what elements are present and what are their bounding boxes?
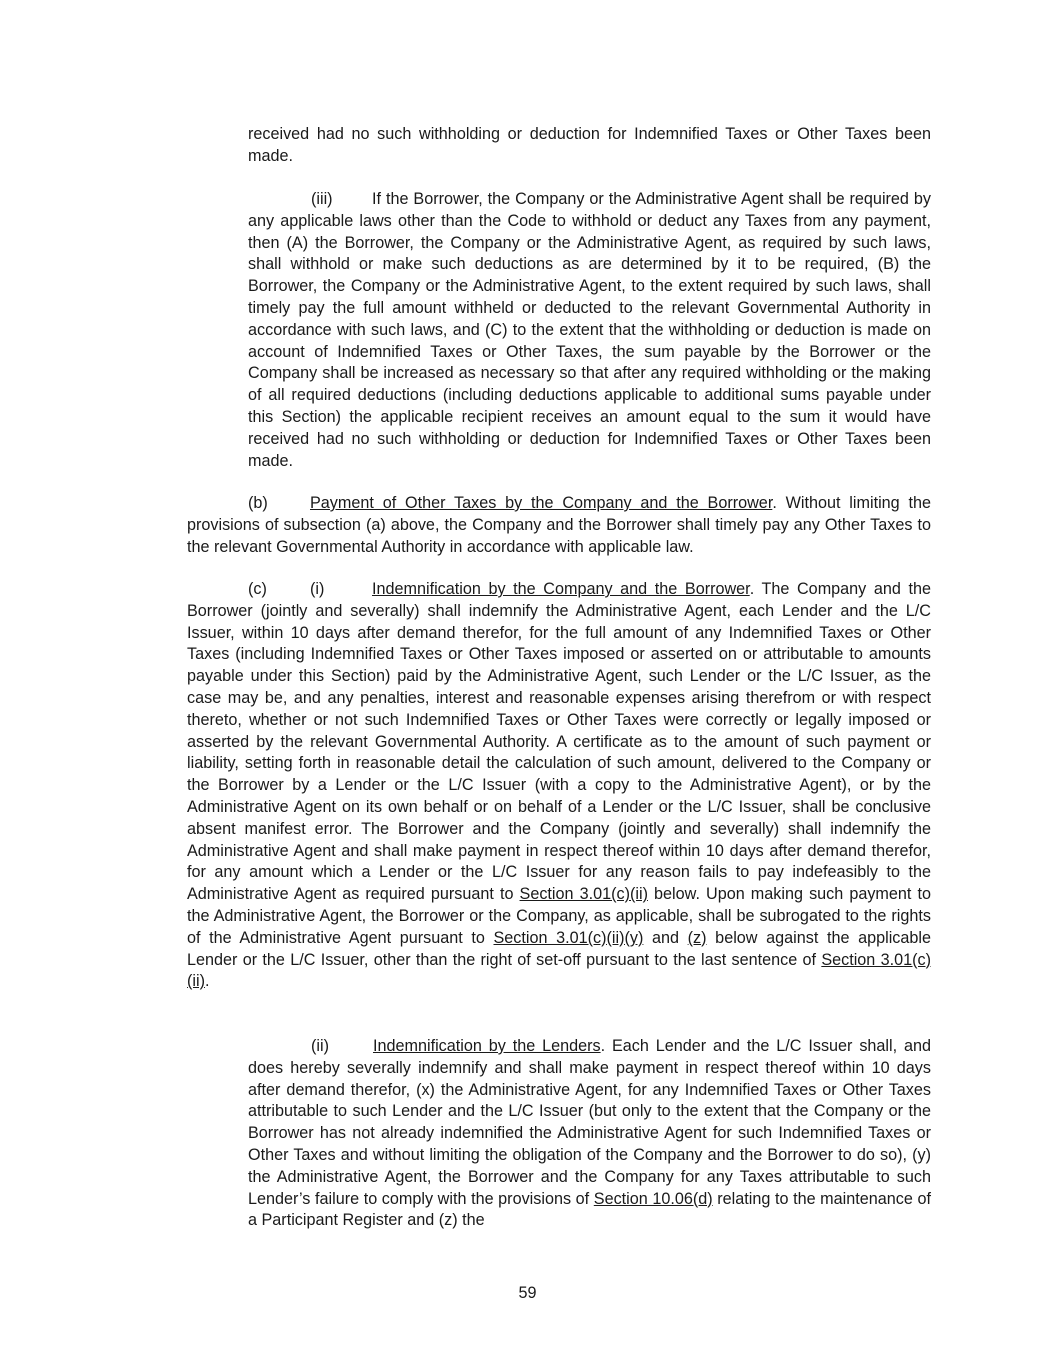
clause-label-c-i: (i) <box>310 580 325 598</box>
clause-label-c: (c) <box>248 580 267 598</box>
clause-label-c-ii: (ii) <box>311 1037 329 1055</box>
clause-c-i-text-2: below. Upon making such payment to the Administrative Agent, the Borrower or the Company, as applicable, shall be subrogated to the rights of the Administrative Agent pursuant to <box>187 885 932 947</box>
paragraph-a-iii <box>248 189 931 472</box>
clause-label-b: (b) <box>248 494 268 512</box>
clause-b-heading: Payment of Other Taxes by the Company and the Borrower <box>310 494 773 512</box>
clause-c-ii-heading: Indemnification by the Lenders <box>373 1037 601 1055</box>
clause-c-i-text-4: below against the applicable Lender or the L/C Issuer, other than the right of set-off pursuant to the last sentence of <box>187 928 931 969</box>
clause-iii-text: If the Borrower, the Company or the Administrative Agent shall be required by any applicable laws other than the Code to withhold or deduct any Taxes from any payment, then (A) the Borrower, the Company or the Administrative Agent, as required by such laws, shall withhold or make such deductions as are determined by it to be required, (B) the Borrower, the Company or the Administrative Agent, to the extent required by such laws, shall timely pay the full amount withheld or deducted to the relevant Governmental Authority in accordance with such laws, and (C) to the extent that the withholding or deduction is made on account of Indemnified Taxes or Other Taxes, the sum payable by the Borrower or the Company shall be increased as necessary so that after any required withholding or the making of all required deductions (including deductions applicable to additional sums payable under this Section) the applicable recipient receives an amount equal to the sum it would have received had no such withholding or deduction for Indemnified Taxes or Other Taxes been made. <box>248 190 931 470</box>
clause-c-ii-text-1: . Each Lender and the L/C Issuer shall, and does hereby severally indemnify and shall make payment in respect thereof within 10 days after demand therefor, (x) the Administrative Agent, for any Indemnified Taxes or Other Taxes attributable to such Lender and the L/C Issuer (but only to the extent that the Company or the Borrower has not already indemnified the Administrative Agent for such Indemnified Taxes or Other Taxes and without limiting the obligation of the Company and the Borrower to do so), (y) the Administrative Agent, the Borrower and the Company for any Taxes attributable to such Lender’s failure to comply with the provisions of <box>248 1037 931 1208</box>
paragraph-c-ii <box>248 1036 931 1232</box>
clause-c-i-text-1: . The Company and the Borrower (jointly and severally) shall indemnify the Administrative Agent, each Lender and the L/C Issuer, within 10 days after demand therefor, for the full amount of any Indemnified Taxes or Other Taxes (including Indemnified Taxes or Other Taxes imposed or asserted on or attributable to amounts payable under this Section) paid by the Administrative Agent, such Lender or the L/C Issuer, as the case may be, and any penalties, interest and reasonable expenses arising therefrom or with respect thereto, whether or not such Indemnified Taxes or Other Taxes were correctly or legally imposed or asserted by the relevant Governmental Authority. A certificate as to the amount of such payment or liability, setting forth in reasonable detail the calculation of such amount, delivered to the Company or the Borrower by a Lender or the L/C Issuer (with a copy to the Administrative Agent), or by the Administrative Agent on its own behalf or on behalf of a Lender or the L/C Issuer, shall be conclusive absent manifest error. The Borrower and the Company (jointly and severally) shall indemnify the Administrative Agent and shall make payment in respect thereof within 10 days after demand therefor, for any amount which a Lender or the L/C Issuer for any reason fails to pay indefeasibly to the Administrative Agent as required pursuant to <box>187 580 931 904</box>
cross-reference-link: Section 10.06(d) <box>593 1189 713 1208</box>
cross-reference-link: Section 3.01(c)(ii) <box>519 885 648 904</box>
clause-c-ii-text-2: relating to the maintenance of a Participant Register and (z) the <box>248 1189 931 1230</box>
clause-b-text: . Without limiting the provisions of subsection (a) above, the Company and the Borrower shall timely pay any Other Taxes to the relevant Governmental Authority in accordance with applicable law. <box>187 494 931 556</box>
continuation-text: received had no such withholding or deduction for Indemnified Taxes or Other Taxes been made. <box>248 125 931 165</box>
clause-c-i-text-3: and <box>643 928 688 947</box>
cross-reference-link: Section 3.01(c)(ii) <box>187 950 931 991</box>
page-number: 59 <box>518 1284 537 1302</box>
cross-reference-link: (z) <box>687 928 707 947</box>
cross-reference-link: Section 3.01(c)(ii)(y) <box>493 928 644 947</box>
paragraph-b <box>187 493 931 558</box>
clause-c-i-text-5: . <box>204 972 210 991</box>
clause-label-iii: (iii) <box>311 190 333 208</box>
paragraph-continuation <box>248 124 931 168</box>
paragraph-c-i <box>187 579 931 993</box>
clause-c-i-heading: Indemnification by the Company and the Borrower <box>372 580 750 598</box>
